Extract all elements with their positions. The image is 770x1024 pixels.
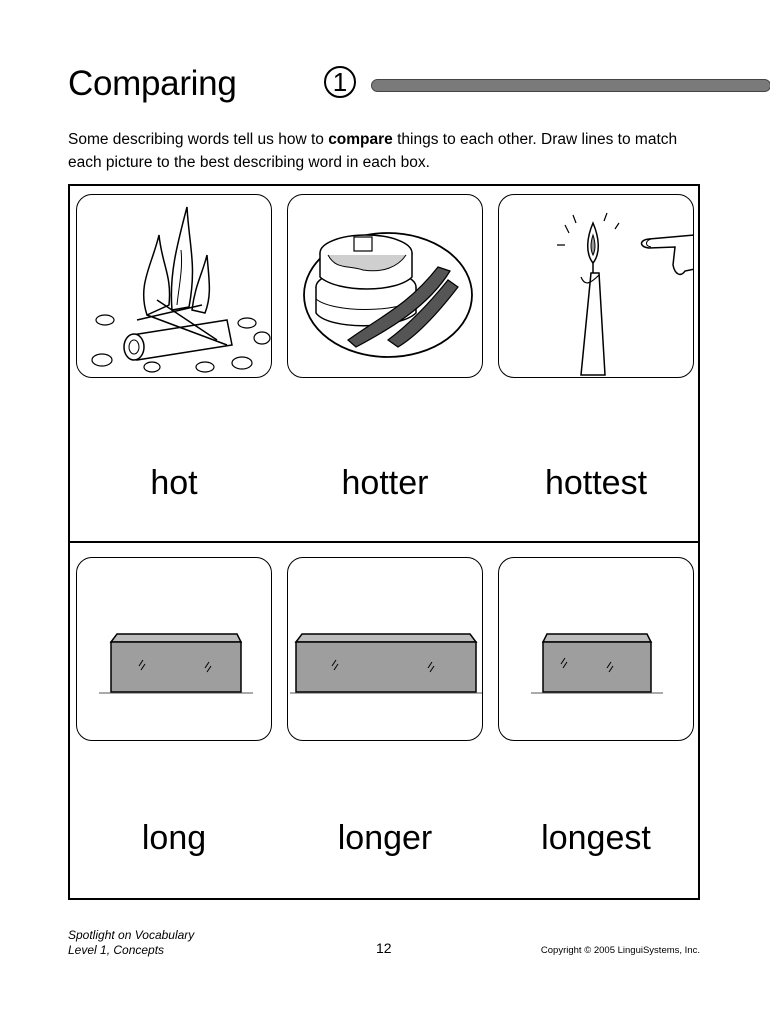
short-board-icon [77, 558, 272, 741]
picture-card-medium-board[interactable] [498, 557, 694, 741]
book-level: Level 1, Concepts [68, 943, 165, 957]
long-board-icon [288, 558, 483, 741]
page-number: 12 [376, 940, 392, 956]
campfire-icon [77, 195, 272, 378]
word-longer[interactable]: longer [337, 819, 433, 857]
medium-board-icon [499, 558, 694, 741]
word-longest[interactable]: longest [541, 819, 651, 857]
lesson-number-badge: 1 [324, 66, 356, 98]
book-title: Spotlight on Vocabulary [68, 928, 195, 942]
candle-icon [499, 195, 694, 378]
page-title: Comparing [68, 64, 237, 103]
picture-card-campfire[interactable] [76, 194, 272, 378]
word-long[interactable]: long [141, 819, 207, 857]
copyright-notice: Copyright © 2005 LinguiSystems, Inc. [540, 945, 700, 956]
breakfast-plate-icon [288, 195, 483, 378]
book-credit [68, 928, 194, 958]
word-hotter[interactable]: hotter [341, 464, 429, 502]
emphasis-word: compare [328, 131, 393, 148]
picture-card-breakfast[interactable] [287, 194, 483, 378]
title-rule-bar [371, 79, 770, 92]
picture-card-long-board[interactable] [287, 557, 483, 741]
exercise-box-hot [68, 184, 700, 543]
picture-card-short-board[interactable] [76, 557, 272, 741]
instructions: Some describing words tell us how to compare things to each other. Draw lines to match each picture to the best describing word in each box. [68, 131, 678, 171]
picture-card-candle[interactable] [498, 194, 694, 378]
exercise-box-long [68, 541, 700, 900]
word-hot[interactable]: hot [150, 464, 198, 502]
word-hottest[interactable]: hottest [544, 464, 648, 502]
page-header [68, 62, 704, 110]
